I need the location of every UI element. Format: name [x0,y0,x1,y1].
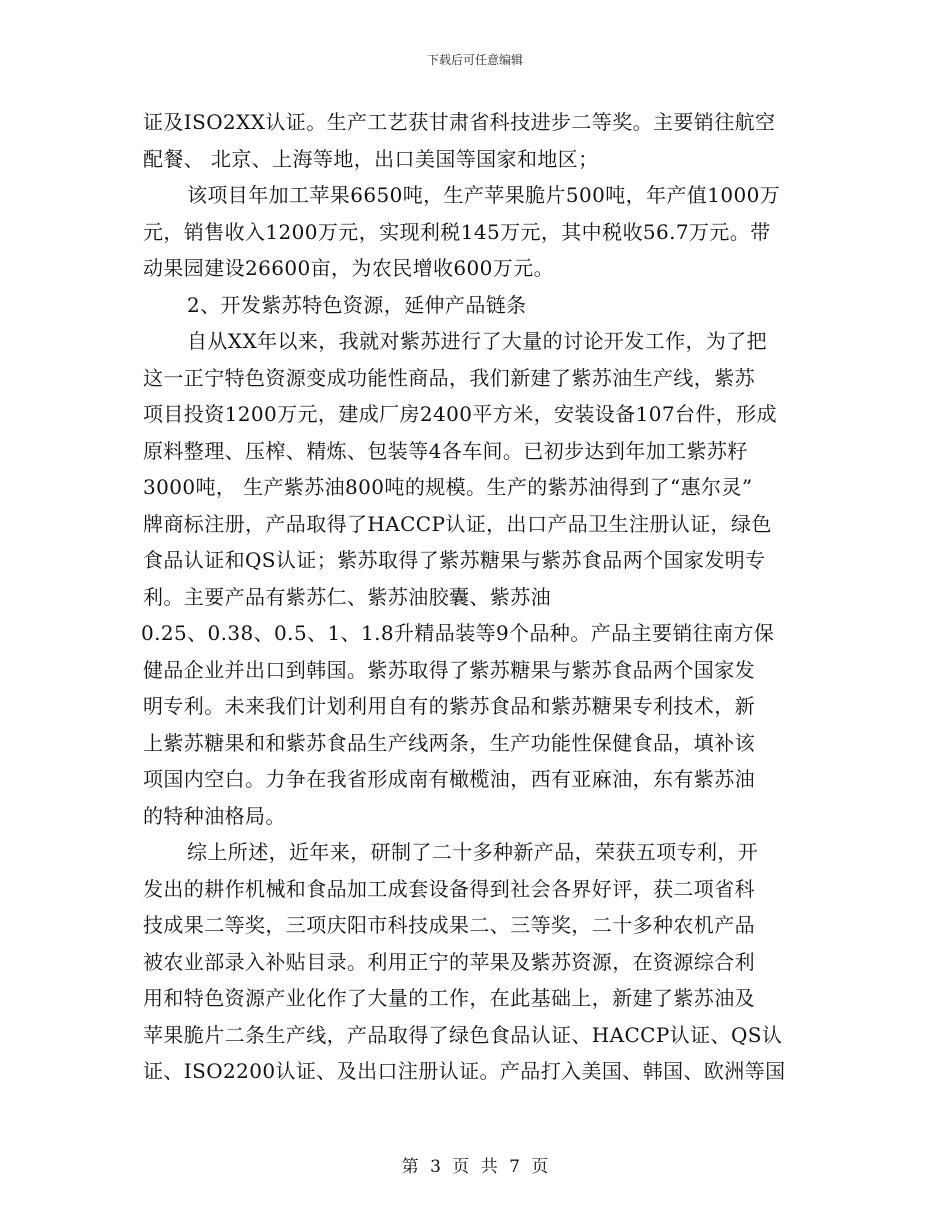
text-line: 项目投资1200万元，建成厂房2400平方米，安装设备107台件，形成 [143,402,777,426]
text-line: 证、ISO2200认证、及出口注册认证。产品打入美国、韩国、欧洲等国 [143,1059,786,1083]
text-line: 用和特色资源产业化作了大量的工作，在此基础上，新建了紫苏油及 [143,986,755,1010]
document-body [143,104,813,1090]
text-line: 配餐、 北京、上海等地，出口美国等国家和地区； [143,146,599,171]
page-footer: 第 3 页 共 7 页 [401,1157,549,1177]
text-line: 明专利。未来我们计划利用自有的紫苏食品和紫苏糖果专利技术，新 [143,694,755,718]
text-line: 技成果二等奖，三项庆阳市科技成果二、三等奖，二十多种农机产品 [143,913,755,937]
text-line: 原料整理、压榨、精炼、包装等4各车间。已初步达到年加工紫苏籽 [143,438,748,463]
text-line: 证及ISO2XX认证。生产工艺获甘肃省科技进步二等奖。主要销往航空 [143,110,776,134]
paragraph-start-line: 该项目年加工苹果6650吨，生产苹果脆片500吨，年产值1000万 [187,183,781,207]
text-line: 动果园建设26600亩，为农民增收600万元。 [143,256,554,280]
text-line: 牌商标注册，产品取得了HACCP认证，出口产品卫生注册认证，绿色 [143,511,772,536]
text-line: 健品企业并出口到韩国。紫苏取得了紫苏糖果与紫苏食品两个国家发 [143,657,755,682]
text-line: 元，销售收入1200万元，实现利税145万元，其中税收56.7万元。带 [143,219,771,244]
paragraph-start-line: 综上所述，近年来，研制了二十多种新产品，荣获五项专利，开 [187,840,759,864]
text-line: 这一正宁特色资源变成功能性商品，我们新建了紫苏油生产线，紫苏 [143,365,755,390]
text-line: 0.25、0.38、0.5、1、1.8升精品装等9个品种。产品主要销往南方保 [141,621,775,645]
text-line: 食品认证和QS认证；紫苏取得了紫苏糖果与紫苏食品两个国家发明专 [143,548,766,572]
text-line: 被农业部录入补贴目录。利用正宁的苹果及紫苏资源，在资源综合利 [143,949,755,974]
text-line: 3000吨， 生产紫苏油800吨的规模。生产的紫苏油得到了“惠尔灵” [143,475,753,499]
text-line: 的特种油格局。 [143,803,286,828]
text-line: 利。主要产品有紫苏仁、紫苏油胶囊、紫苏油 [143,584,551,609]
section-heading: 2、开发紫苏特色资源，延伸产品链条 [187,292,527,317]
text-line: 上紫苏糖果和和紫苏食品生产线两条，生产功能性保健食品，填补该 [143,730,755,755]
text-line: 苹果脆片二条生产线，产品取得了绿色食品认证、HACCP认证、QS认 [143,1022,783,1047]
page-header: 下载后可任意编辑 [426,53,523,67]
paragraph-start-line: 自从XX年以来，我就对紫苏进行了大量的讨论开发工作，为了把 [187,329,768,353]
text-line: 项国内空白。力争在我省形成南有橄榄油，西有亚麻油，东有紫苏油 [143,767,755,791]
text-line: 发出的耕作机械和食品加工成套设备得到社会各界好评，获二项省科 [143,876,755,901]
